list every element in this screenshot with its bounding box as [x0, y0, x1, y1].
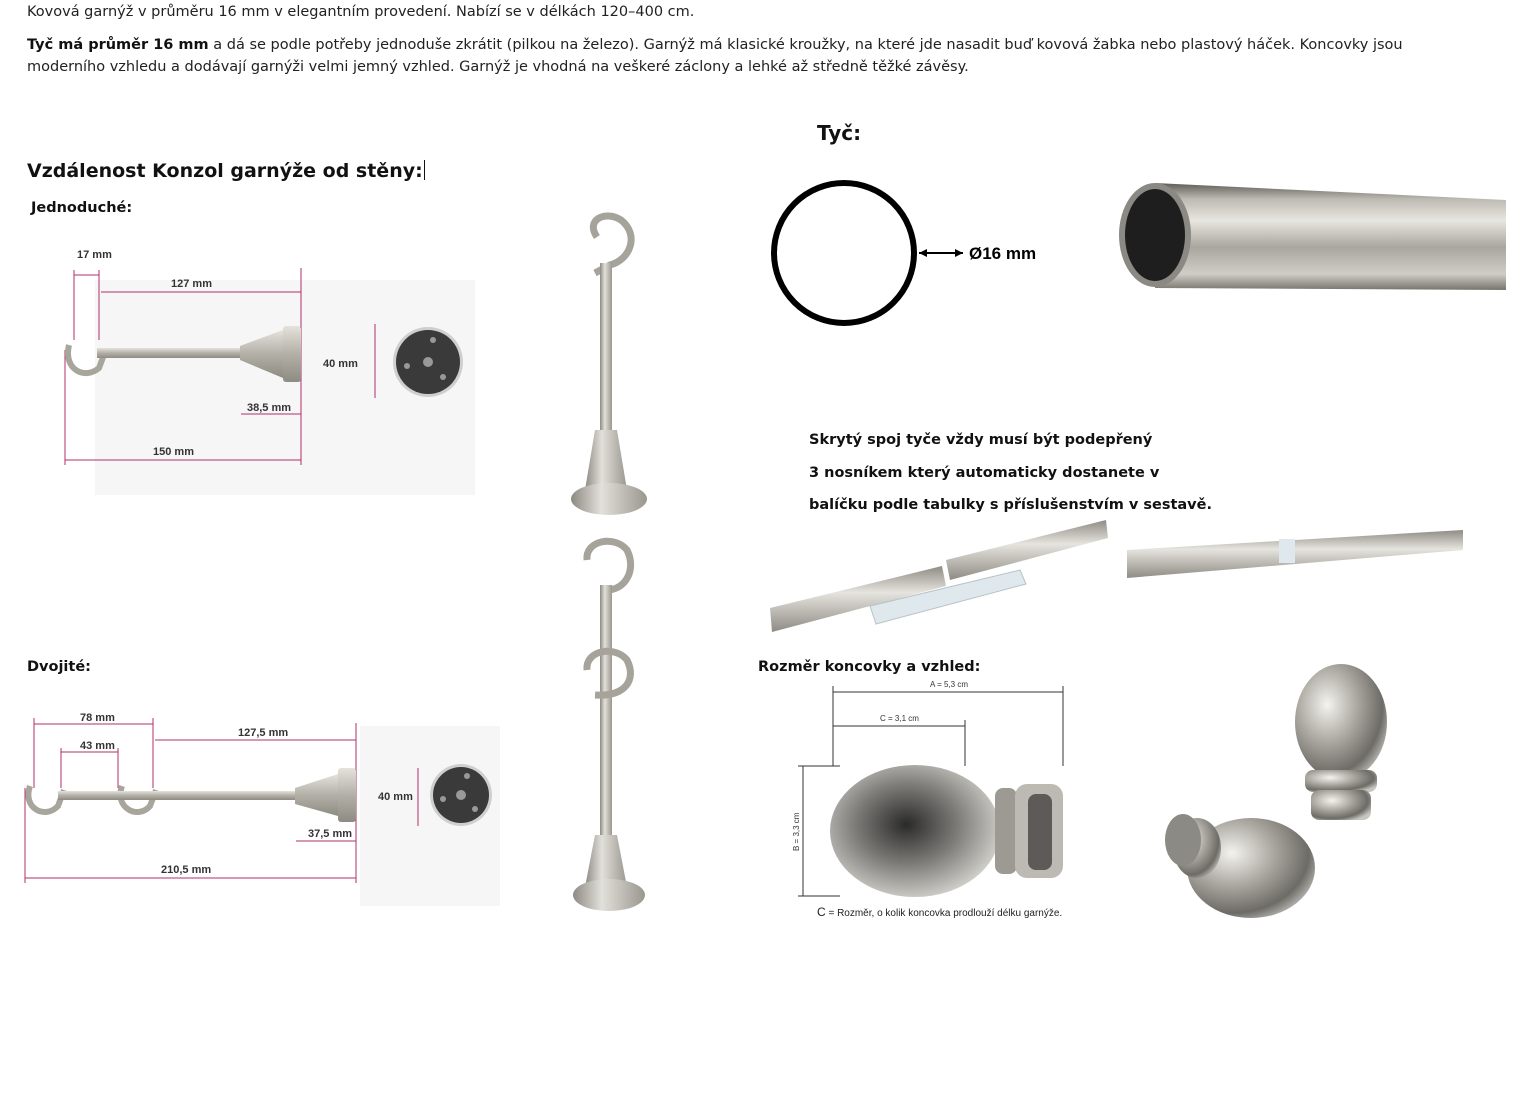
double-dim-total: 210,5 mm [161, 864, 212, 876]
single-bracket-photo [565, 205, 655, 517]
double-dim-gap: 43 mm [80, 740, 115, 752]
description-bold-lead: Tyč má průměr 16 mm [27, 37, 209, 53]
double-dim-span: 78 mm [80, 712, 115, 724]
finial-dim-b: B = 3,3 cm [792, 812, 801, 851]
finial-label: Rozměr koncovky a vzhled: [758, 659, 981, 675]
single-dim-arm: 127 mm [171, 278, 212, 290]
joint-note-line1: Skrytý spoj tyče vždy musí být podepřený [809, 432, 1153, 448]
single-dim-hook: 17 mm [77, 249, 112, 261]
double-wall-plate [430, 764, 492, 826]
double-bracket-photo [565, 535, 655, 915]
rod-cross-section [765, 175, 1065, 335]
finial-shape [830, 765, 1063, 897]
single-dim-total: 150 mm [153, 446, 194, 458]
double-dim-arm: 127,5 mm [238, 727, 289, 739]
rod-joint-photo-closed [1127, 528, 1465, 586]
double-bracket-shape [28, 768, 356, 822]
finial-caption-c: C [817, 905, 826, 919]
rod-diameter-label: Ø16 mm [969, 244, 1037, 263]
single-wall-plate [393, 327, 463, 397]
finial-photo [1155, 660, 1395, 922]
bracket-distance-heading [27, 160, 425, 182]
double-dim-base: 40 mm [378, 791, 413, 803]
double-bracket-diagram [20, 708, 500, 908]
product-description [27, 34, 1407, 78]
double-dim-depth: 37,5 mm [308, 828, 353, 840]
intro-text: Kovová garnýž v průměru 16 mm v elegantním provedení. Nabízí se v délkách 120–400 cm. [27, 4, 695, 20]
joint-note-line3: balíčku podle tabulky s příslušenstvím v sestavě. [809, 497, 1212, 513]
finial-dim-c: C = 3,1 cm [880, 714, 919, 723]
single-bracket-label: Jednoduché: [31, 200, 133, 216]
joint-note [809, 424, 1212, 522]
text-caret [424, 160, 425, 180]
finial-dim-a: A = 5,3 cm [930, 680, 969, 689]
finial-caption [817, 905, 1062, 919]
single-dim-depth: 38,5 mm [247, 402, 292, 414]
rod-photo [1115, 180, 1507, 292]
single-bracket-diagram [55, 240, 475, 495]
rod-heading: Tyč: [817, 121, 862, 145]
finial-caption-text: = Rozměr, o kolik koncovka prodlouží délku garnýže. [825, 908, 1063, 919]
rod-joint-photo-open [770, 518, 1108, 636]
bracket-distance-heading-text: Vzdálenost Konzol garnýže od stěny: [27, 160, 423, 182]
finial-diagram [790, 676, 1080, 906]
single-dim-base: 40 mm [323, 358, 358, 370]
joint-note-line2: 3 nosníkem který automaticky dostanete v [809, 464, 1160, 481]
description-rest: a dá se podle potřeby jednoduše zkrátit (pilkou na železo). Garnýž má klasické kroužky, na které jde nasadit buď kovová žabka nebo plastový háček. Koncovky jsou moderního vzhledu a dodávají garnýži velmi jemný vzhled. Garnýž je vhodná na veškeré záclony a lehké až středně těžké závěsy. [27, 37, 1403, 75]
double-bracket-label: Dvojité: [27, 659, 91, 675]
